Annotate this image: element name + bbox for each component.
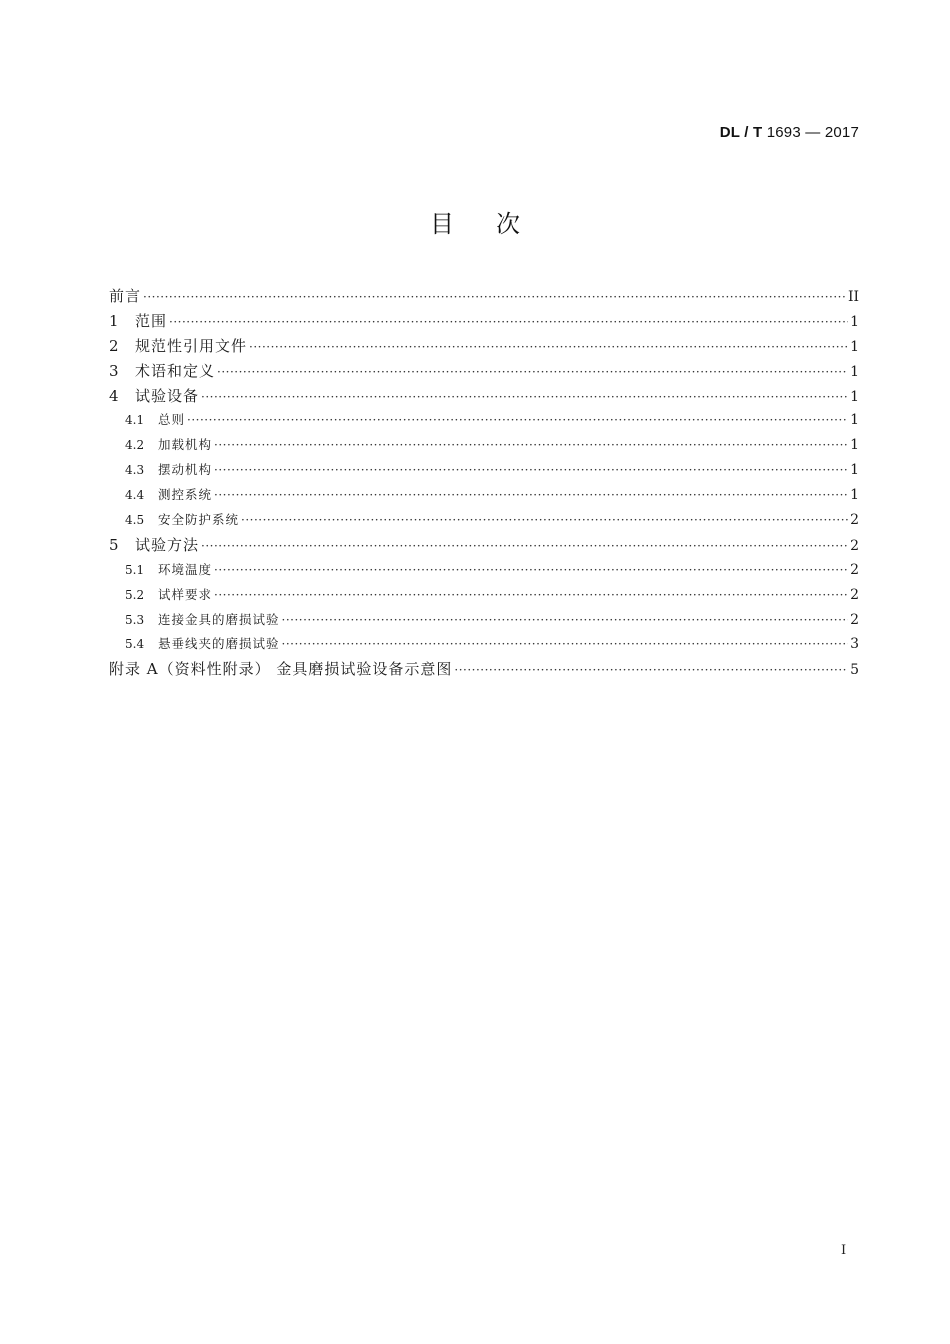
toc-entry-number: 4.5 <box>125 513 145 528</box>
toc-entry-number: 4.2 <box>125 438 145 453</box>
toc-entry-page: 2 <box>850 561 859 578</box>
toc-entry[interactable] <box>109 309 859 334</box>
toc-entry[interactable] <box>109 657 859 682</box>
toc-entry-title: 环境温度 <box>158 561 213 577</box>
toc-entry-page: 3 <box>850 636 859 653</box>
toc-entry-title: 附录 A（资料性附录） 金具磨损试验设备示意图 <box>109 660 453 679</box>
toc-dot-leader <box>214 458 848 483</box>
toc-entry-number: 4.1 <box>125 413 145 428</box>
toc-entry-page: 1 <box>850 338 859 355</box>
toc-entry-title: 连接金具的磨损试验 <box>158 611 280 627</box>
toc-entry-title: 悬垂线夹的磨损试验 <box>158 636 280 652</box>
toc-dot-leader <box>214 483 848 508</box>
toc-entry[interactable] <box>109 508 859 533</box>
toc-entry-number: 2 <box>109 336 119 355</box>
toc-dot-leader <box>201 385 848 410</box>
toc-entry-title: 术语和定义 <box>135 361 216 380</box>
toc-entry-page: 2 <box>850 512 859 529</box>
toc-entry[interactable] <box>109 558 859 583</box>
toc-entry-title: 试验方法 <box>135 535 200 554</box>
toc-entry-number: 5.4 <box>125 637 145 652</box>
toc-entry[interactable] <box>109 608 859 633</box>
toc-title: 目次 <box>430 210 562 238</box>
toc-dot-leader <box>214 433 848 458</box>
toc-entry-title: 加载机构 <box>158 437 213 453</box>
toc-entry[interactable] <box>109 533 859 558</box>
toc-entry-title: 范围 <box>135 311 168 330</box>
toc-entry-number: 3 <box>109 361 119 380</box>
toc-entry-page: 1 <box>850 412 859 429</box>
toc-dot-leader <box>187 408 848 433</box>
toc-entry-number: 4.3 <box>125 463 145 478</box>
document-code-prefix: DL / T <box>719 124 763 141</box>
toc-entry-title: 总则 <box>158 412 186 428</box>
toc-dot-leader <box>214 558 848 583</box>
toc-entry-number: 5 <box>109 535 119 554</box>
toc-entry-title: 摆动机构 <box>158 462 213 478</box>
toc-dot-leader <box>454 658 848 683</box>
toc-entry[interactable] <box>109 384 859 409</box>
toc-entry-page: 1 <box>850 313 859 330</box>
toc-entry-title: 安全防护系统 <box>158 512 240 528</box>
toc-entry-title: 规范性引用文件 <box>135 336 248 355</box>
toc-entry-page: 5 <box>850 662 859 679</box>
toc-dot-leader <box>169 310 848 335</box>
toc-entry-page: 1 <box>850 462 859 479</box>
toc-entry-page: 1 <box>850 487 859 504</box>
page-number: I <box>841 1243 847 1258</box>
toc-entry-number: 5.3 <box>125 612 145 627</box>
toc-entry-page: 1 <box>850 388 859 405</box>
toc-entry[interactable] <box>109 632 859 657</box>
toc-dot-leader <box>241 508 848 533</box>
toc-dot-leader <box>214 583 848 608</box>
toc-entry-page: 2 <box>850 611 859 628</box>
toc-entry[interactable] <box>109 284 859 309</box>
toc-dot-leader <box>282 632 849 657</box>
toc-entry-number: 5.2 <box>125 587 145 602</box>
toc-entry-page: 1 <box>850 363 859 380</box>
document-code-number: 1693 — 2017 <box>762 124 859 141</box>
table-of-contents <box>109 284 859 682</box>
toc-entry-page: 1 <box>850 437 859 454</box>
toc-entry-page: 2 <box>850 586 859 603</box>
toc-dot-leader <box>249 335 848 360</box>
toc-entry-number: 4.4 <box>125 488 145 503</box>
toc-dot-leader <box>201 534 848 559</box>
toc-entry-number: 4 <box>109 386 119 405</box>
toc-entry-page: 2 <box>850 537 859 554</box>
toc-entry-number: 5.1 <box>125 562 145 577</box>
toc-entry-title: 试验设备 <box>135 386 200 405</box>
toc-entry[interactable] <box>109 483 859 508</box>
document-code <box>720 124 859 141</box>
toc-entry-title: 测控系统 <box>158 487 213 503</box>
toc-dot-leader <box>143 285 846 310</box>
toc-entry-title: 试样要求 <box>158 586 213 602</box>
toc-entry[interactable] <box>109 408 859 433</box>
toc-entry[interactable] <box>109 359 859 384</box>
toc-entry[interactable] <box>109 583 859 608</box>
toc-entry[interactable] <box>109 334 859 359</box>
toc-entry[interactable] <box>109 433 859 458</box>
toc-entry-page: II <box>847 289 859 305</box>
toc-dot-leader <box>282 608 849 633</box>
toc-dot-leader <box>217 360 848 385</box>
toc-entry-title: 前言 <box>109 287 142 305</box>
toc-entry-number: 1 <box>109 311 119 330</box>
toc-entry[interactable] <box>109 458 859 483</box>
